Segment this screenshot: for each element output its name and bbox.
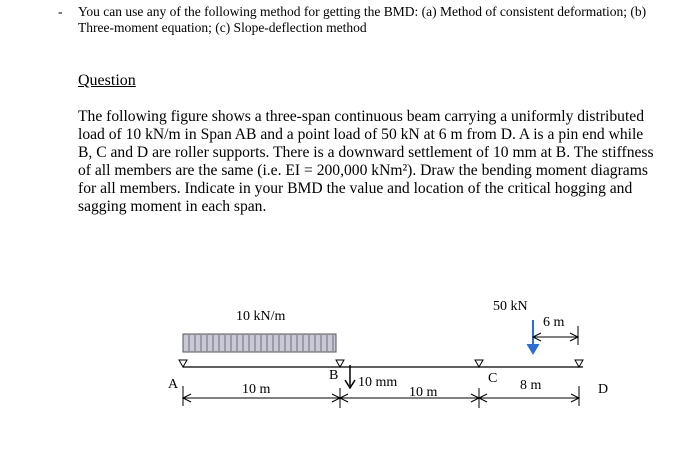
question-line-2: load of 10 kN/m in Span AB and a point load of 50 kN at 6 m from D. A is a pin end while bbox=[78, 126, 644, 143]
question-heading: Question bbox=[78, 72, 136, 89]
question-line-3: B, C and D are roller supports. There is a downward settlement of 10 mm at B. The stiffness bbox=[78, 144, 654, 161]
roller-support-d bbox=[575, 360, 583, 367]
udl-load-block bbox=[183, 334, 336, 352]
span-cd-label: 8 m bbox=[520, 378, 542, 393]
label-d: D bbox=[598, 382, 609, 397]
label-c: C bbox=[488, 371, 498, 386]
instructions-line-1: You can use any of the following method for getting the BMD: (a) Method of consistent deformation; (b) bbox=[78, 4, 647, 19]
label-b: B bbox=[329, 368, 339, 383]
pin-support-a bbox=[179, 360, 187, 367]
span-ab-label: 10 m bbox=[242, 382, 271, 397]
roller-support-b bbox=[336, 360, 344, 367]
question-line-1: The following figure shows a three-span continuous beam carrying a uniformly distributed bbox=[78, 108, 644, 125]
instructions-line-2: Three-moment equation; (c) Slope-deflection method bbox=[78, 20, 367, 35]
udl-label: 10 kN/m bbox=[236, 309, 286, 324]
point-load-arrowhead bbox=[527, 344, 539, 354]
question-line-6: sagging moment in each span. bbox=[78, 198, 267, 215]
point-load-label: 50 kN bbox=[493, 299, 528, 314]
dimension-6m-label: 6 m bbox=[543, 315, 565, 330]
question-line-5: for all members. Indicate in your BMD the value and location of the critical hogging and bbox=[78, 180, 633, 197]
bullet-dash: - bbox=[58, 4, 63, 19]
question-line-4: of all members are the same (i.e. EI = 200,000 kNm²). Draw the bending moment diagrams bbox=[78, 162, 648, 179]
span-bc-label: 10 m bbox=[409, 385, 438, 400]
label-a: A bbox=[168, 377, 179, 392]
roller-support-c bbox=[475, 360, 483, 367]
settlement-label: 10 mm bbox=[358, 375, 398, 390]
